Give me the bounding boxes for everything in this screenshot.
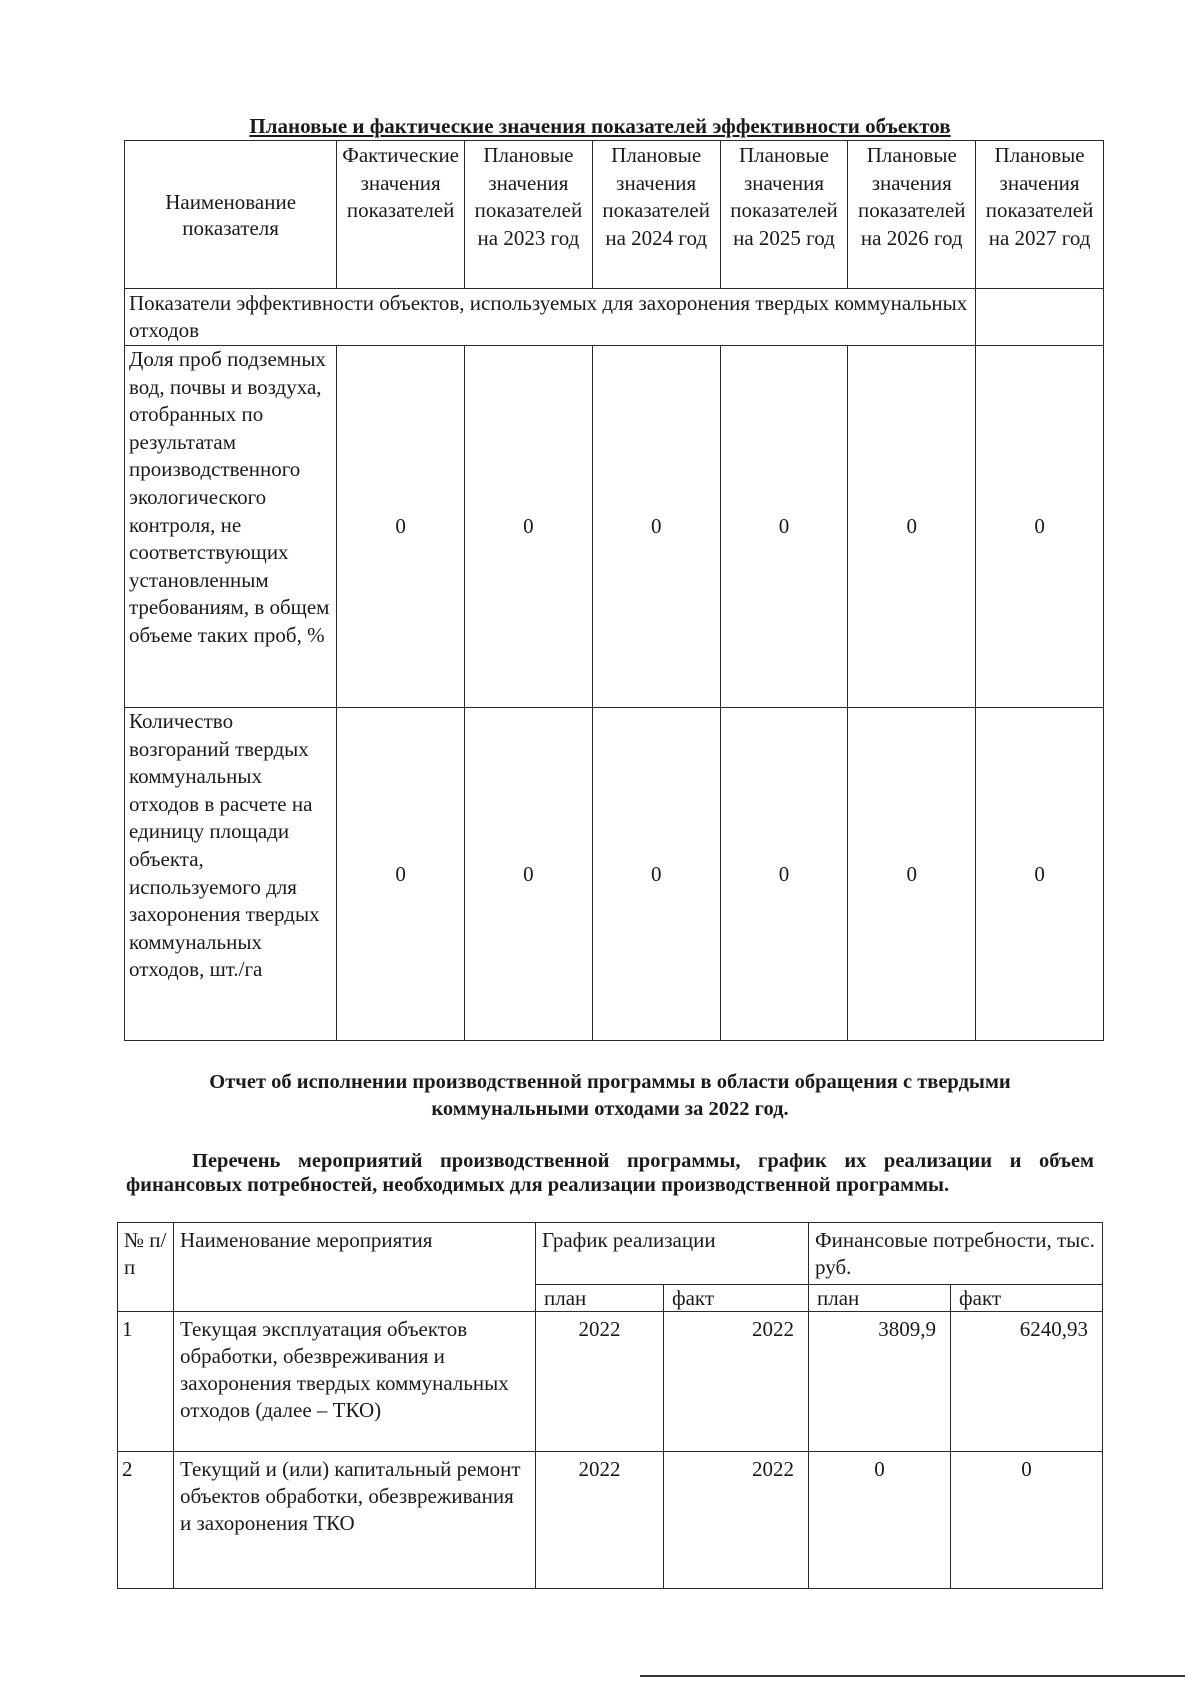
- header-activity-name: Наименование мероприятия: [174, 1223, 536, 1312]
- header-indicator-name: Наименование показателя: [125, 141, 337, 289]
- report-title: Отчет об исполнении производственной программы в области обращения с твердыми коммунальными отходами за 2022 год.: [209, 1071, 1011, 1120]
- finance-plan-value: 0: [809, 1452, 951, 1589]
- section-empty-cell: [976, 289, 1104, 346]
- header-row: [118, 1223, 1103, 1285]
- indicator-value: 0: [848, 708, 976, 1041]
- header-plan-2027: Плановые значения показателей на 2027 год: [976, 141, 1104, 289]
- header-finance: Финансовые потребности, тыс. руб.: [809, 1223, 1103, 1285]
- indicator-value: 0: [976, 708, 1104, 1041]
- table-row: [125, 708, 1104, 1041]
- header-number: № п/п: [118, 1223, 174, 1312]
- indicator-value: 0: [848, 346, 976, 708]
- activity-name: Текущий и (или) капитальный ремонт объектов обработки, обезвреживания и захоронения ТКО: [174, 1452, 536, 1589]
- table-row: [118, 1452, 1103, 1589]
- activity-number: 1: [118, 1312, 174, 1452]
- header-plan-2023: Плановые значения показателей на 2023 год: [465, 141, 593, 289]
- header-schedule: График реализации: [536, 1223, 809, 1285]
- indicator-value: 0: [976, 346, 1104, 708]
- header-actual-values: Фактические значения показателей: [337, 141, 465, 289]
- indicator-value: 0: [720, 708, 848, 1041]
- table-row: [125, 346, 1104, 708]
- schedule-fact-value: 2022: [664, 1452, 809, 1589]
- header-plan-2024: Плановые значения показателей на 2024 год: [592, 141, 720, 289]
- table-row: [118, 1312, 1103, 1452]
- indicator-name: Количество возгораний твердых коммунальных отходов в расчете на единицу площади объекта, используемого для захоронения твердых коммунальных отходов, шт./га: [125, 708, 337, 1041]
- indicator-value: 0: [337, 346, 465, 708]
- header-finance-fact: факт: [951, 1285, 1103, 1312]
- schedule-plan-value: 2022: [536, 1452, 664, 1589]
- finance-plan-value: 3809,9: [809, 1312, 951, 1452]
- finance-fact-value: 0: [951, 1452, 1103, 1589]
- header-finance-plan: план: [809, 1285, 951, 1312]
- efficiency-indicators-table: [124, 140, 1104, 1041]
- indicator-value: 0: [337, 708, 465, 1041]
- indicators-table-title: Плановые и фактические значения показателей эффективности объектов: [249, 114, 951, 138]
- finance-fact-value: 6240,93: [951, 1312, 1103, 1452]
- activity-name: Текущая эксплуатация объектов обработки, обезвреживания и захоронения твердых коммунальных отходов (далее – ТКО): [174, 1312, 536, 1452]
- activity-number: 2: [118, 1452, 174, 1589]
- indicator-value: 0: [592, 708, 720, 1041]
- schedule-fact-value: 2022: [664, 1312, 809, 1452]
- indicator-name: Доля проб подземных вод, почвы и воздуха, отобранных по результатам производственного экологического контроля, не соответствующих установленным требованиям, в общем объеме таких проб, %: [125, 346, 337, 708]
- header-schedule-plan: план: [536, 1285, 664, 1312]
- program-activities-table: [117, 1222, 1103, 1589]
- header-plan-2026: Плановые значения показателей на 2026 год: [848, 141, 976, 289]
- header-row: [125, 141, 1104, 289]
- footer-divider: [640, 1675, 1185, 1677]
- indicator-value: 0: [465, 708, 593, 1041]
- schedule-plan-value: 2022: [536, 1312, 664, 1452]
- header-schedule-fact: факт: [664, 1285, 809, 1312]
- activities-list-title: Перечень мероприятий производственной программы, график их реализации и объем финансовых потребностей, необходимых для реализации производственной программы.: [126, 1150, 1094, 1196]
- indicator-value: 0: [592, 346, 720, 708]
- section-row: [125, 289, 1104, 346]
- indicator-value: 0: [720, 346, 848, 708]
- section-heading: Показатели эффективности объектов, используемых для захоронения твердых коммунальных отходов: [125, 289, 976, 346]
- indicator-value: 0: [465, 346, 593, 708]
- header-plan-2025: Плановые значения показателей на 2025 год: [720, 141, 848, 289]
